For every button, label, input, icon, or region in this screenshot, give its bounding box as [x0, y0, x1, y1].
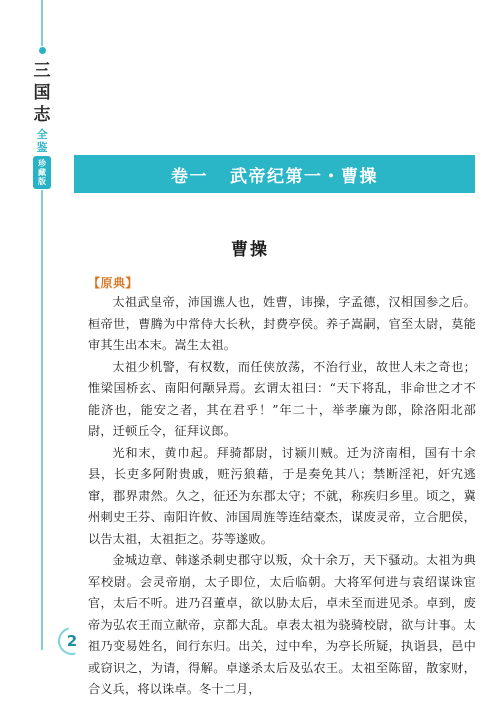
book-subtitle-char: 全	[36, 128, 48, 141]
paragraph: 金城边章、韩遂杀刺史郡守以叛，众十余万，天下骚动。太祖为典军校尉。会灵帝崩，太子即位，太后临朝。大将军何进与袁绍谋诛宦官，太后不听。进乃召董卓，欲以胁太后，卓未至而进见杀。卓到，废帝为弘农王而立献帝，京都大乱。卓表太祖为骁骑校尉，欲与计事。太祖乃变易姓名，间行东归。出关，过中牟，为亭长所疑，执诣县，邑中或窃识之，为请，得解。卓遂杀太后及弘农王。太祖至陈留，散家财，合义兵，将以诛卓。冬十二月，	[88, 553, 476, 696]
chapter-title: 武帝纪第一・曹操	[230, 166, 378, 187]
book-title-char: 国	[33, 83, 51, 103]
source-text-label: 【原典】	[88, 276, 139, 290]
page-number: 2	[66, 632, 78, 650]
book-title-char: 三	[33, 61, 51, 81]
edition-badge	[33, 156, 51, 189]
chapter-number: 卷一	[171, 166, 208, 187]
body-text	[88, 292, 476, 701]
sidebar-rule-top	[41, 0, 43, 46]
paragraph: 光和末，黄巾起。拜骑都尉，讨颍川贼。迁为济南相，国有十余县，长吏多阿附贵戚，赃污狼藉，于是奏免其八；禁断淫祀，奸宄逃窜，郡界肃然。久之，征还为东郡太守；不就，称疾归乡里。顷之，冀州刺史王芬、南阳许攸、沛国周旌等连结豪杰，谋废灵帝，立合肥侯，以告太祖，太祖拒之。芬等遂败。	[88, 445, 476, 546]
edition-badge-char: 珍	[38, 159, 46, 168]
paragraph: 太祖武皇帝，沛国谯人也，姓曹，讳操，字孟德，汉相国参之后。桓帝世，曹腾为中常侍大长秋，封费亭侯。养子嵩嗣，官至太尉，莫能审其生出本末。嵩生太祖。	[88, 295, 476, 352]
edition-badge-char: 版	[38, 177, 46, 186]
sidebar-dot	[39, 47, 46, 54]
edition-badge-char: 藏	[38, 168, 46, 177]
book-title-char: 志	[33, 105, 51, 125]
chapter-banner	[74, 155, 475, 193]
paragraph: 太祖少机警，有权数，而任侠放荡，不治行业，故世人未之奇也；惟梁国桥玄、南阳何颙异焉。玄谓太祖曰：“天下将乱，非命世之才不能济也，能安之者，其在君乎！”年二十，举孝廉为郎，除洛阳北部尉，迁顿丘令，征拜议郎。	[88, 359, 476, 438]
book-subtitle-char: 鉴	[36, 141, 48, 154]
book-title-vertical	[31, 60, 53, 126]
section-title: 曹操	[231, 240, 269, 260]
book-subtitle-vertical	[34, 128, 50, 154]
